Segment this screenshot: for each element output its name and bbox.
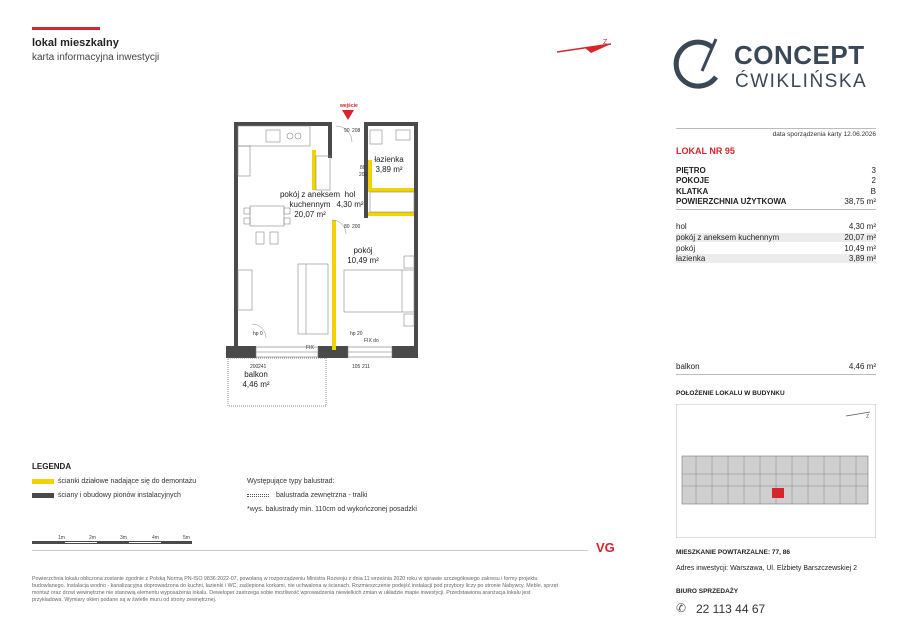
legend-item-1: ścianki działowe nadające się do demontażu (58, 478, 197, 485)
header-accent-line (32, 27, 100, 30)
rail-item: balustrada zewnętrzna - tralki (276, 492, 368, 499)
dim-label: 80 (344, 224, 350, 230)
doc-subtitle: karta informacyjna inwestycji (32, 52, 160, 63)
scale-label: 2m (89, 535, 96, 541)
dim-label: 80 (360, 165, 366, 171)
scale-label: 3m (120, 535, 127, 541)
prop-row-rooms: POKOJE 2 (676, 176, 876, 185)
footer-rule (32, 550, 588, 551)
prop-row-stair: KLATKA B (676, 187, 876, 196)
unit-title: LOKAL NR 95 (676, 146, 735, 156)
phone-number[interactable]: 22 113 44 67 (696, 602, 766, 616)
room-row-hall: hol 4,30 m² (676, 222, 876, 231)
scale-label: 4m (152, 535, 159, 541)
dim-label: 200 (250, 364, 259, 370)
room-room-label: pokój 10,49 m² (347, 246, 379, 265)
legend-title: LEGENDA (32, 462, 72, 471)
svg-text:Z: Z (866, 414, 870, 420)
north-arrow-icon (555, 36, 615, 56)
brand-name: CONCEPT (734, 40, 865, 70)
sales-title: BIURO SPRZEDAŻY (676, 588, 739, 595)
rail-swatch (247, 494, 269, 497)
rail-title: Występujące typy balustrad: (247, 478, 335, 485)
divider (676, 209, 876, 210)
dim-label: 241 (258, 364, 267, 370)
concept-logo-icon (672, 33, 726, 93)
address: Adres inwestycji: Warszawa, Ul. Elżbiety Barszczewskiej 2 (676, 565, 858, 572)
date-label: data sporządzenia karty 12.06.2026 (772, 131, 876, 138)
room-bath-label: łazienka 3,89 m² (374, 155, 404, 174)
building-location-map (676, 404, 876, 538)
room-row-kitchen: pokój z aneksem kuchennym 20,07 m² (676, 233, 876, 242)
svg-text:Z: Z (603, 39, 608, 46)
disclaimer: Powierzchnia lokalu obliczona zostanie zgodnie z Polską Normą PN-ISO 9836:2022-07, powołaną w rozporządzeniu Ministra Rozwoju z dnia 11 września 2020 roku w sprawie szczegółowego zakresu i formy projektu budowlanego. Instalacja wodno - kanalizacyjna doprowadzona do kuchni, łazienki i WC, zaślepiona korkami, nie uchwalona w ścianach. Rozmieszczenie podejść instalacji pod przybory liczy po stronie Nabywcy. Meble, sprzęt montaż oraz drzwi wewnętrzne nie stanowią elementu wyposażenia lokalu. Deweloper zastrzega sobie możliwość wprowadzenia niewielkich zmian w układzie mapie inwestycji. Przedstawiona aranżacja lokalu jest przykładowa. Wymiary okien podane są w świetle muru od strony zewnętrznej. (32, 576, 559, 603)
scale-label: 1m (58, 535, 65, 541)
legend-yellow-swatch (32, 479, 54, 484)
dim-label: hp 0 (253, 331, 263, 337)
dim-label: FIX (306, 345, 314, 351)
dim-label: 200 (359, 172, 368, 178)
room-hall-label: hol 4,30 m² (336, 190, 364, 209)
dim-label: 211 (362, 364, 370, 370)
prop-row-area: POWIERZCHNIA UŻYTKOWA 38,75 m² (676, 197, 876, 206)
room-row-bath: łazienka 3,89 m² (676, 254, 876, 263)
divider (676, 128, 876, 129)
dim-label: 90 (344, 128, 350, 134)
scale-label: 5m (183, 535, 190, 541)
legend-gray-swatch (32, 493, 54, 498)
location-title: POŁOŻENIE LOKALU W BUDYNKU (676, 390, 785, 397)
entrance-label: wejście (340, 103, 358, 109)
room-row-balcony: balkon 4,46 m² (676, 362, 876, 371)
dim-label: hp 20 (350, 331, 363, 337)
doc-title: lokal mieszkalny (32, 37, 119, 49)
legend-item-2: ściany i obudowy pionów instalacyjnych (58, 492, 181, 499)
vg-logo: VG (596, 540, 615, 555)
brand-subname: ĆWIKLIŃSKA (735, 71, 868, 92)
scale-bar (32, 541, 192, 544)
repeat-label: MIESZKANIE POWTARZALNE: 77, 86 (676, 549, 791, 556)
dim-label: 208 (352, 128, 361, 134)
prop-row-floor: PIĘTRO 3 (676, 166, 876, 175)
dim-label: 200 (352, 224, 361, 230)
room-kitchen-label: pokój z aneksem kuchennym 20,07 m² (279, 190, 341, 219)
divider (676, 374, 876, 375)
dim-label: 105 (352, 364, 361, 370)
dim-label: FIX do (364, 338, 379, 344)
room-balcony-label: balkon 4,46 m² (242, 370, 270, 389)
room-row-room: pokój 10,49 m² (676, 244, 876, 253)
phone-icon: ✆ (676, 601, 687, 615)
rail-note: *wys. balustrady min. 110cm od wykończonej posadzki (247, 506, 417, 513)
